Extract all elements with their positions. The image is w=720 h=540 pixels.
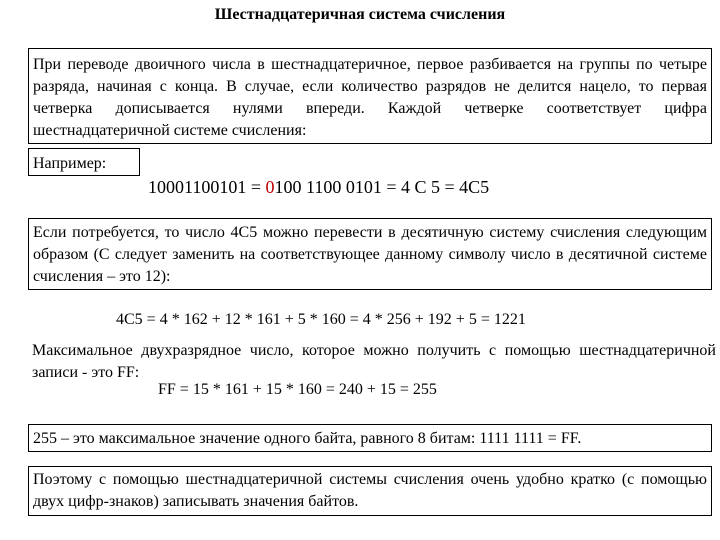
example-label: Например: — [33, 155, 107, 172]
byte-text: 255 – это максимальное значение одного байта, равного 8 битам: 1111 1111 = FF. — [33, 430, 582, 447]
max-text: Максимальное двухразрядное число, которое можно получить с помощью шестнадцатеричной записи - это FF: — [32, 342, 716, 381]
ff-formula: FF = 15 * 161 + 15 * 160 = 240 + 15 = 255 — [158, 381, 437, 398]
intro-paragraph — [28, 48, 712, 144]
decimal-paragraph — [28, 218, 712, 290]
page-title: Шестнадцатеричная система счисления — [214, 6, 506, 23]
decimal-text: Если потребуется, то число 4C5 можно перевести в десятичную систему счисления следующим образом (С следует заменить на соответствующее данному символу число в десятичной системе счисления – это 12): — [33, 224, 707, 285]
conclusion-text: Поэтому с помощью шестнадцатеричной системы счисления очень удобно кратко (с помощью двух цифр-знаков) записывать значения байтов. — [33, 471, 707, 510]
intro-text: При переводе двоичного числа в шестнадцатеричное, первое разбивается на группы по четыре разряда, начиная с конца. В случае, если количество разрядов не делится нацело, то первая четверка дописывается нулями впереди. Каждой четверке соответствует цифра шестнадцатеричной системе счисления: — [33, 56, 707, 139]
conversion-formula — [148, 177, 489, 198]
padded-zero: 0 — [265, 177, 275, 197]
max-paragraph — [28, 340, 720, 384]
conversion-part1: 10001100101 = — [148, 177, 266, 197]
example-label-box — [28, 148, 140, 176]
conclusion-paragraph — [28, 466, 712, 516]
decimal-formula: 4C5 = 4 * 162 + 12 * 161 + 5 * 160 = 4 * 256 + 192 + 5 = 1221 — [116, 311, 526, 328]
conversion-part2: 100 1100 0101 = 4 C 5 = 4C5 — [274, 177, 490, 197]
byte-paragraph — [28, 424, 712, 452]
